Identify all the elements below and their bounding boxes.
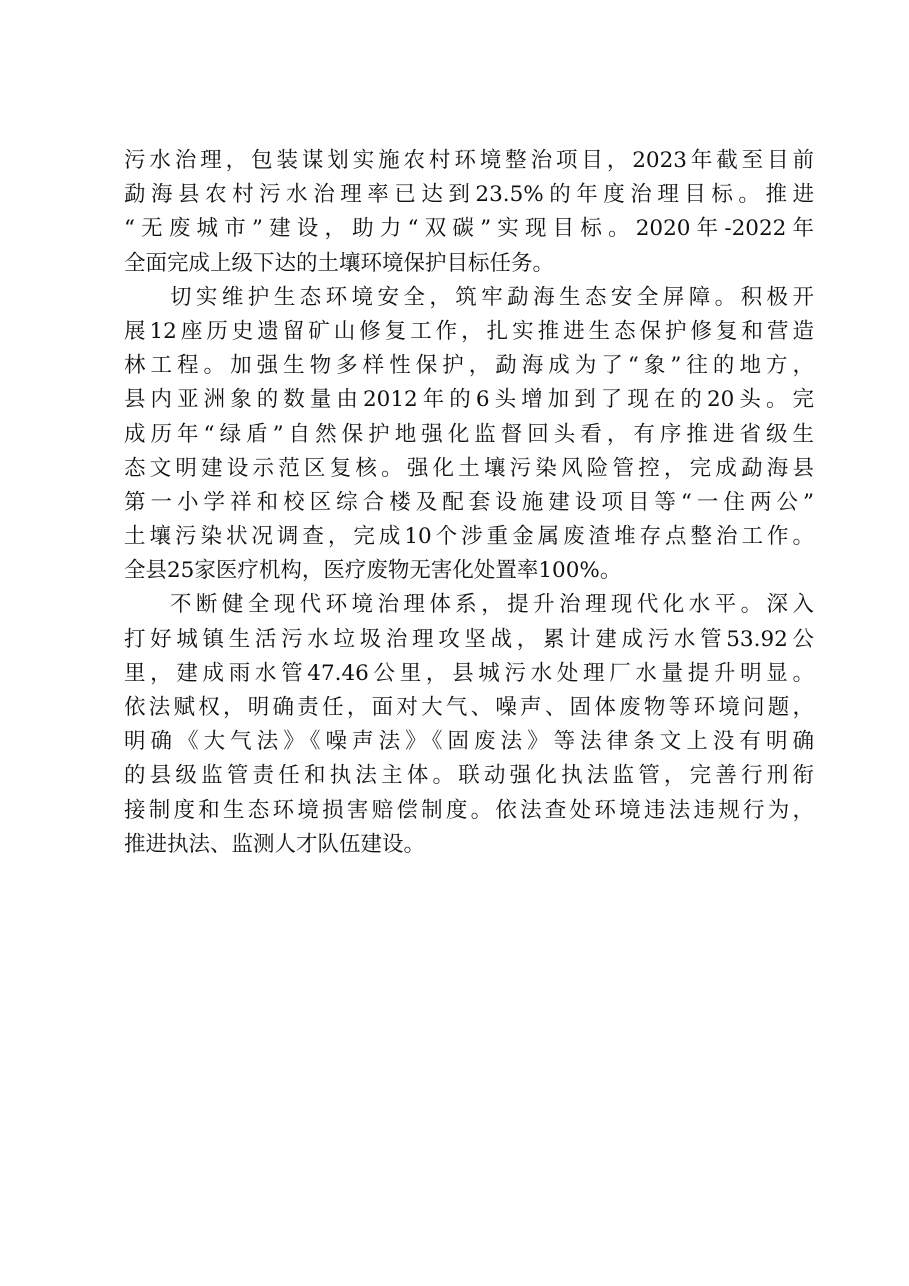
paragraph-1 (124, 144, 814, 281)
paragraph-3 (124, 588, 814, 862)
text-line: 不断健全现代环境治理体系，提升治理现代化水平。深入 (170, 592, 814, 618)
text-line: 成历年“绿盾”自然保护地强化监督回头看，有序推进省级生 (124, 421, 814, 447)
text-line: 县内亚洲象的数量由2012年的6头增加到了现在的20头。完 (124, 387, 814, 413)
text-line: 第一小学祥和校区综合楼及配套设施建设项目等“一住两公” (124, 489, 814, 515)
text-line: 切实维护生态环境安全，筑牢勐海生态安全屏障。积极开 (170, 284, 814, 310)
text-line: 全面完成上级下达的土壤环境保护目标任务。 (124, 250, 555, 276)
text-line: 污水治理，包装谋划实施农村环境整治项目，2023年截至目前 (124, 148, 814, 173)
text-line: 里，建成雨水管47.46公里，县城污水处理厂水量提升明显。 (124, 660, 814, 686)
text-line: 展12座历史遗留矿山修复工作，扎实推进生态保护修复和营造 (124, 318, 814, 344)
text-line: 林工程。加强生物多样性保护，勐海成为了“象”往的地方， (124, 353, 814, 379)
text-line: 接制度和生态环境损害赔偿制度。依法查处环境违法违规行为， (124, 797, 814, 823)
text-line: 的县级监管责任和执法主体。联动强化执法监管，完善行刑衔 (124, 763, 814, 789)
text-line: 明确《大气法》《噪声法》《固废法》等法律条文上没有明确 (124, 729, 814, 755)
paragraph-2 (124, 281, 814, 589)
text-line: 依法赋权，明确责任，面对大气、噪声、固体废物等环境问题， (124, 695, 814, 720)
text-line: 勐海县农村污水治理率已达到23.5%的年度治理目标。推进 (124, 182, 814, 208)
body-text (124, 144, 814, 862)
text-line: 打好城镇生活污水垃圾治理攻坚战，累计建成污水管53.92公 (124, 626, 814, 652)
text-line: 土壤污染状况调查，完成10个涉重金属废渣堆存点整治工作。 (124, 524, 814, 550)
text-line: 态文明建设示范区复核。强化土壤污染风险管控，完成勐海县 (124, 455, 814, 481)
text-line: 全县25家医疗机构，医疗废物无害化处置率100%。 (124, 558, 622, 584)
text-line: 推进执法、监测人才队伍建设。 (124, 831, 426, 857)
text-line: “无废城市”建设，助力“双碳”实现目标。2020年-2022年 (124, 216, 814, 242)
